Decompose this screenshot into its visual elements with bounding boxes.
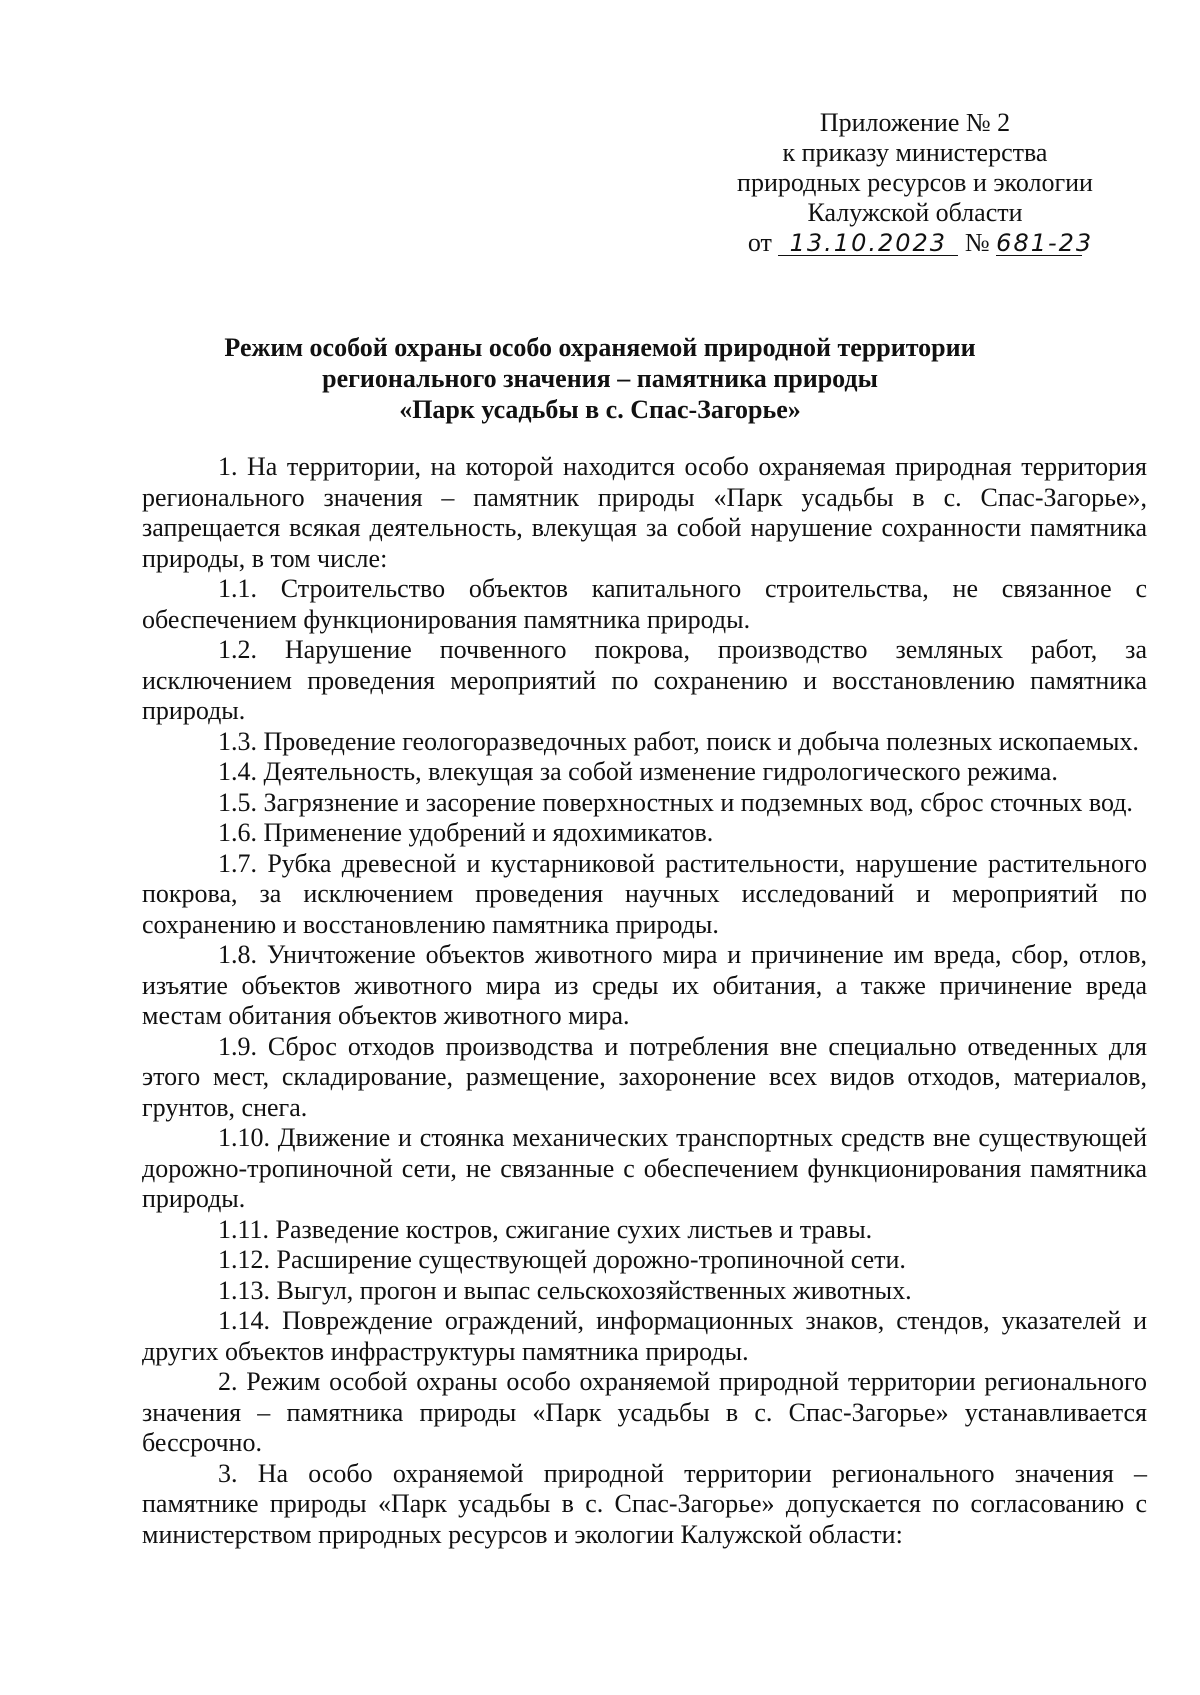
paragraph-1-4: 1.4. Деятельность, влекущая за собой изменение гидрологического режима. xyxy=(218,757,1058,786)
document-title xyxy=(150,332,1050,425)
paragraph-1-13: 1.13. Выгул, прогон и выпас сельскохозяйственных животных. xyxy=(218,1275,912,1305)
paragraph-1-14: 1.14. Повреждение ограждений, информационных знаков, стендов, указателей и других объектов инфраструктуры памятника природы. xyxy=(142,1306,1147,1366)
paragraph-1: 1. На территории, на которой находится особо охраняемая природная территория регионального значения – памятник природы «Парк усадьбы в с. Спас-Загорье», запрещается всякая деятельность, влекущая за собой нарушение сохранности памятника природы, в том числе: xyxy=(142,452,1147,573)
number-label: № xyxy=(964,228,990,257)
paragraph-2: 2. Режим особой охраны особо охраняемой природной территории регионального значения – памятника природы «Парк усадьбы в с. Спас-Загорье» устанавливается бессрочно. xyxy=(142,1367,1147,1457)
paragraph-1-10: 1.10. Движение и стоянка механических транспортных средств вне существующей дорожно-тропиночной сети, не связанные с обеспечением функционирования памятника природы. xyxy=(142,1123,1147,1213)
appendix-header xyxy=(710,108,1120,258)
appendix-region: Калужской области xyxy=(807,198,1023,227)
appendix-date-line xyxy=(710,228,1120,258)
paragraph-1-12: 1.12. Расширение существующей дорожно-тропиночной сети. xyxy=(218,1245,906,1274)
appendix-order-ref: к приказу министерства xyxy=(782,138,1048,167)
paragraph-1-11: 1.11. Разведение костров, сжигание сухих листьев и травы. xyxy=(218,1214,873,1244)
title-line-1: Режим особой охраны особо охраняемой природной территории xyxy=(224,333,976,362)
handwritten-date: 13.10.2023 xyxy=(778,231,958,256)
paragraph-1-6: 1.6. Применение удобрений и ядохимикатов. xyxy=(218,818,714,847)
appendix-ministry: природных ресурсов и экологии xyxy=(737,168,1093,197)
paragraph-1-2: 1.2. Нарушение почвенного покрова, производство земляных работ, за исключением проведения мероприятий по сохранению и восстановлению памятника природы. xyxy=(142,635,1147,725)
paragraph-1-8: 1.8. Уничтожение объектов животного мира и причинение им вреда, сбор, отлов, изъятие объектов животного мира из среды их обитания, а также причинение вреда местам обитания объектов животного мира. xyxy=(142,940,1147,1030)
title-line-3: «Парк усадьбы в с. Спас-Загорье» xyxy=(399,395,801,424)
appendix-number: Приложение № 2 xyxy=(819,108,1011,137)
paragraph-1-9: 1.9. Сброс отходов производства и потребления вне специально отведенных для этого мест, складирование, размещение, захоронение всех видов отходов, материалов, грунтов, снега. xyxy=(142,1031,1147,1122)
handwritten-number: 681-23 xyxy=(996,229,1094,257)
from-label: от xyxy=(747,228,772,257)
paragraph-1-7: 1.7. Рубка древесной и кустарниковой растительности, нарушение растительного покрова, за исключением проведения научных исследований и мероприятий по сохранению и восстановлению памятника природы. xyxy=(142,848,1147,939)
paragraph-1-3: 1.3. Проведение геологоразведочных работ, поиск и добыча полезных ископаемых. xyxy=(218,726,1139,756)
document-body xyxy=(142,452,1147,1550)
title-line-2: регионального значения – памятника природы xyxy=(322,364,878,393)
paragraph-1-1: 1.1. Строительство объектов капитального строительства, не связанное с обеспечением функционирования памятника природы. xyxy=(142,574,1147,634)
paragraph-1-5: 1.5. Загрязнение и засорение поверхностных и подземных вод, сброс сточных вод. xyxy=(218,787,1133,817)
paragraph-3: 3. На особо охраняемой природной территории регионального значения – памятнике природы «Парк усадьбы в с. Спас-Загорье» допускается по согласованию с министерством природных ресурсов и экологии Калужской области: xyxy=(142,1458,1147,1549)
